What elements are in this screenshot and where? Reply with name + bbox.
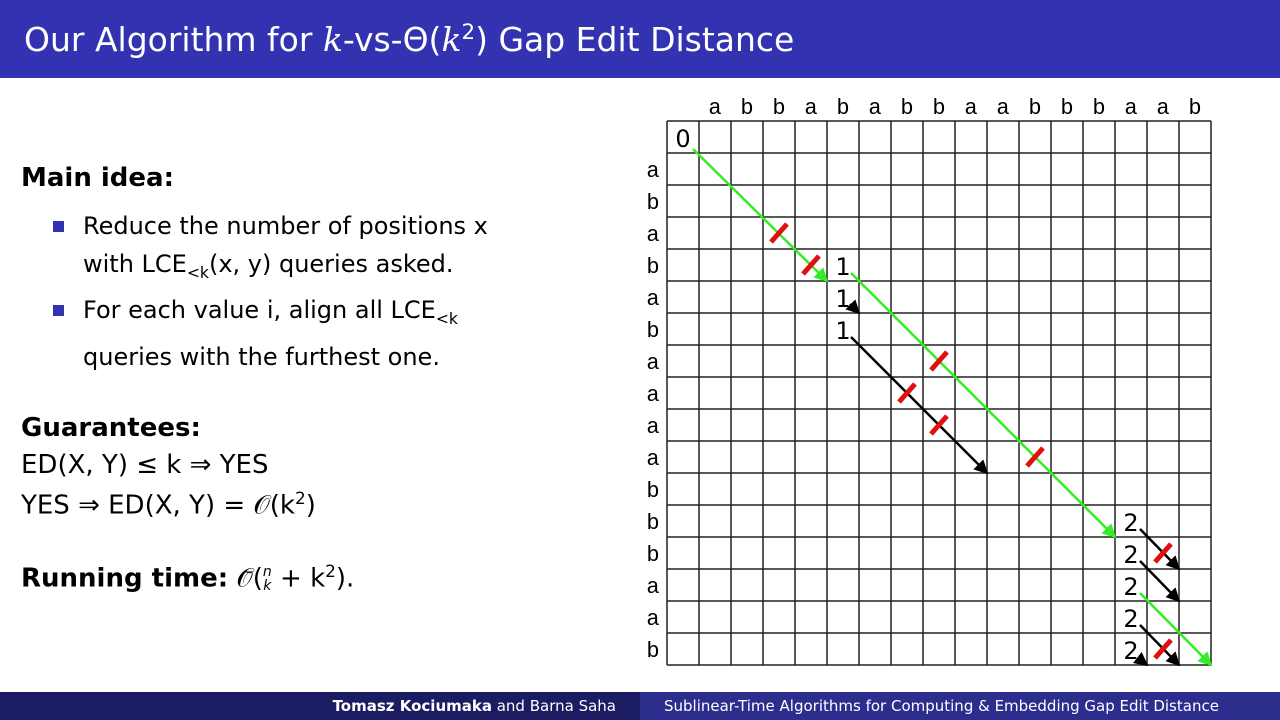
column-letter: a — [964, 96, 978, 121]
row-letter: a — [646, 351, 660, 376]
column-letter: a — [1124, 96, 1138, 121]
row-letter: b — [646, 255, 660, 280]
row-letter: b — [646, 511, 660, 536]
row-letter: a — [646, 575, 660, 600]
row-letter: a — [646, 607, 660, 632]
column-letter: a — [1156, 96, 1170, 121]
cell-value-label: 1 — [835, 317, 851, 345]
column-letter: b — [772, 96, 786, 121]
cell-value-label: 2 — [1123, 573, 1139, 601]
row-letter: b — [646, 479, 660, 504]
bullet-item: Reduce the number of positions x with $LCE_{<k}(x$, y) queries asked. — [53, 207, 573, 292]
column-letter: b — [900, 96, 914, 121]
row-letter: a — [646, 415, 660, 440]
slide-title: Our Algorithm for $k-vs-\Theta(k^2)$ Gap Edit Distance — [24, 20, 795, 59]
cell-value-label: 2 — [1123, 541, 1139, 569]
guarantee-line: ED(X, Y) ≤ k ⇒ YES — [21, 450, 269, 480]
row-letter: a — [646, 159, 660, 184]
row-letter: b — [646, 543, 660, 568]
column-letter: b — [932, 96, 946, 121]
column-letter: a — [804, 96, 818, 121]
main-idea-heading: Main idea: — [21, 163, 174, 193]
row-letter: b — [646, 319, 660, 344]
cell-value-label: 2 — [1123, 509, 1139, 537]
cell-value-label: 1 — [835, 253, 851, 281]
footer-talk-title: Sublinear-Time Algorithms for Computing & Embedding Gap Edit Distance — [640, 692, 1280, 720]
guarantee-line: YES ⇒ ED(X, $Y) = 𝒪(k^2)$ — [21, 488, 316, 521]
column-letter: b — [1060, 96, 1074, 121]
column-letter: b — [740, 96, 754, 121]
row-letter: b — [646, 191, 660, 216]
column-letter: b — [836, 96, 850, 121]
row-letter: a — [646, 223, 660, 248]
cell-value-label: 1 — [835, 285, 851, 313]
column-letter: a — [996, 96, 1010, 121]
column-letter: b — [1092, 96, 1106, 121]
running-time: Running time: 𝒪̃( n k + $k^2$). — [21, 561, 355, 595]
guarantees-heading: Guarantees: — [21, 413, 201, 443]
column-letter: a — [708, 96, 722, 121]
column-letter: b — [1188, 96, 1202, 121]
cell-value-label: 0 — [675, 125, 691, 153]
query-arrow — [1138, 658, 1147, 665]
query-arrow — [851, 337, 987, 473]
column-letter: b — [1028, 96, 1042, 121]
row-letter: a — [646, 287, 660, 312]
row-letter: a — [646, 447, 660, 472]
row-letter: b — [646, 639, 660, 664]
bullet-item: For each value i, align all $LCE_{<k}$ queries with the furthest one. — [53, 291, 573, 376]
cell-value-label: 2 — [1123, 605, 1139, 633]
match-arrow — [693, 149, 827, 281]
query-arrow — [1140, 561, 1179, 601]
query-arrow — [850, 304, 859, 313]
row-letter: a — [646, 383, 660, 408]
column-letter: a — [868, 96, 882, 121]
cell-value-label: 2 — [1123, 637, 1139, 665]
query-arrow — [1140, 529, 1179, 569]
match-arrow — [1140, 593, 1211, 665]
query-arrow — [1140, 625, 1179, 665]
footer-authors: Tomasz Kociumaka and Barna Saha — [0, 692, 640, 720]
